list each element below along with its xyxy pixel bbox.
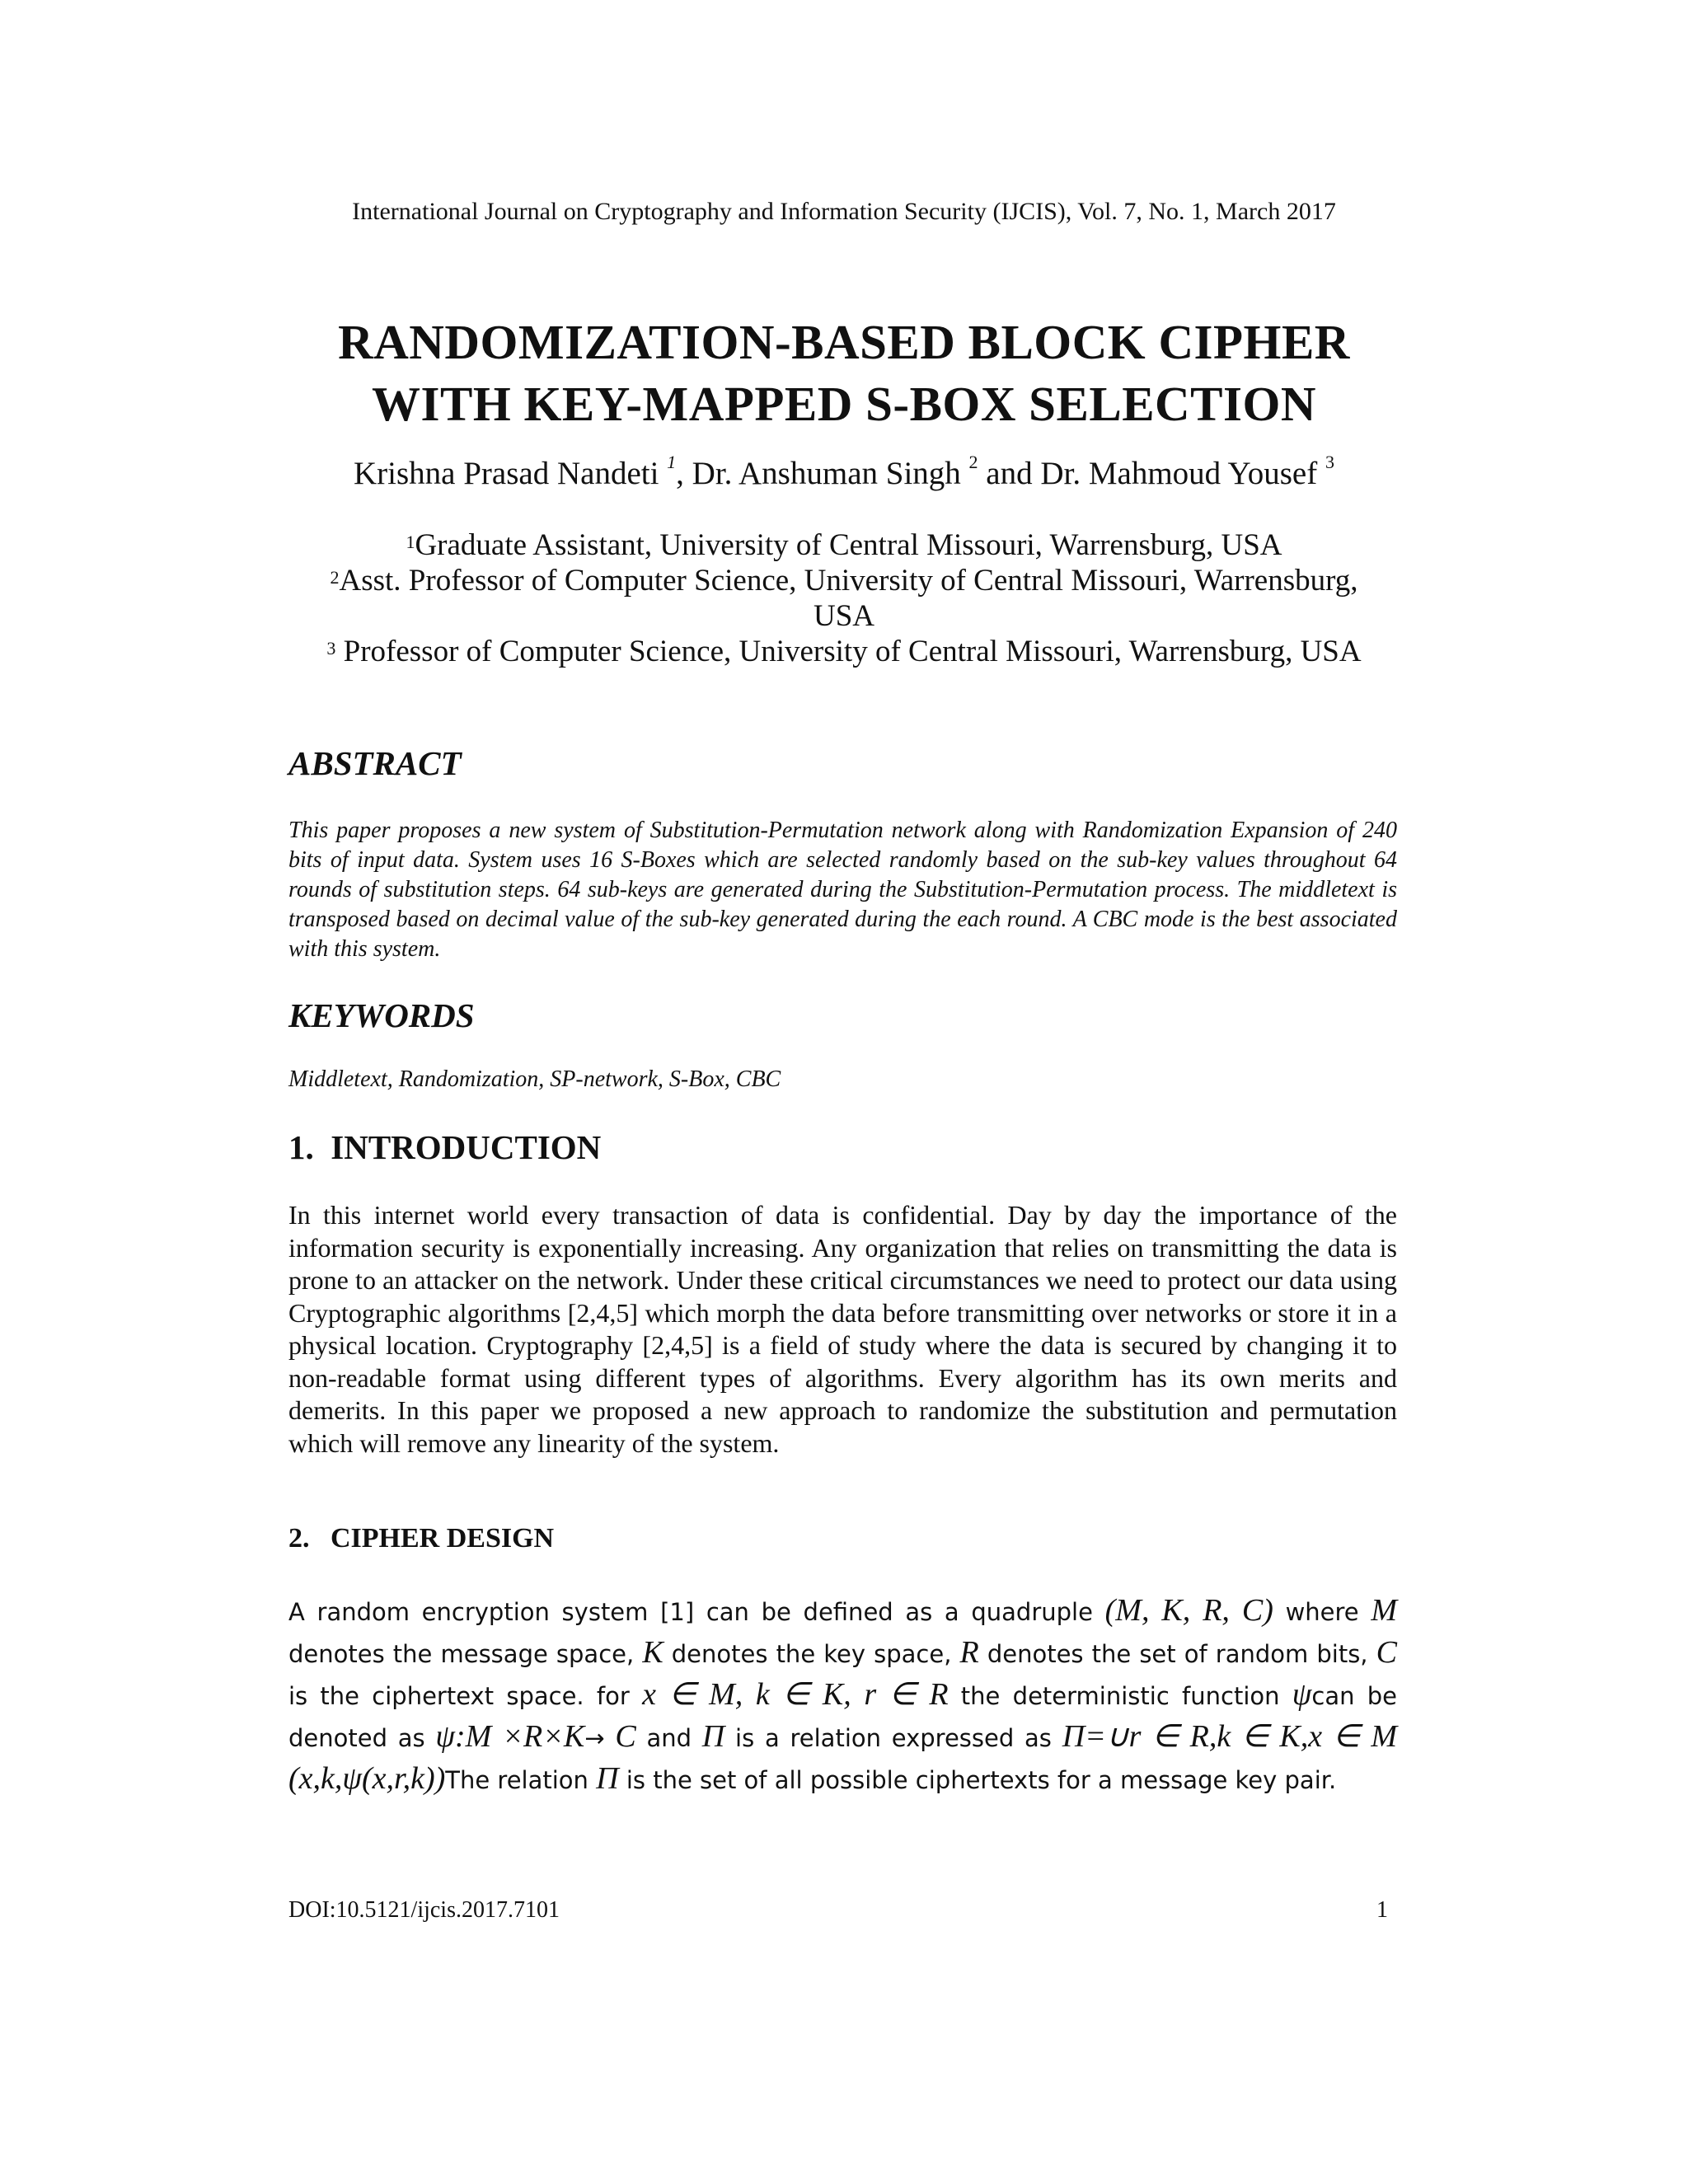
cd-arrow: →: [584, 1724, 616, 1752]
affiliation-1: [0, 527, 1688, 563]
math-pi: Π: [701, 1719, 725, 1754]
cd-text-2: where: [1273, 1598, 1372, 1626]
abstract-heading: ABSTRACT: [288, 744, 462, 782]
title-line-2: WITH KEY-MAPPED S-BOX SELECTION: [372, 377, 1316, 431]
affiliation-3-text: Professor of Computer Science, University of Central Missouri, Warrensburg, USA: [335, 635, 1362, 668]
footer-doi: DOI:10.5121/ijcis.2017.7101: [288, 1897, 560, 1923]
math-m: M: [1371, 1593, 1397, 1628]
author-3: Dr. Mahmoud Yousef: [1040, 456, 1318, 491]
math-c2: C: [615, 1719, 636, 1754]
cd-text-3: denotes the message space,: [288, 1640, 643, 1668]
cd-text-4: denotes the key space,: [663, 1640, 960, 1668]
math-pi-def: Π=∪: [1062, 1719, 1129, 1754]
math-c: C: [1376, 1635, 1397, 1670]
affiliation-2-sup: 2: [330, 567, 340, 588]
math-tuple: (x,k,ψ(x,r,k)): [288, 1761, 446, 1796]
cipher-design-heading: 2. CIPHER DESIGN: [288, 1523, 555, 1554]
page-number: 1: [1376, 1897, 1388, 1923]
introduction-heading: 1. INTRODUCTION: [288, 1128, 602, 1166]
cd-text-1: A random encryption system [1] can be defined as a quadruple: [288, 1598, 1105, 1626]
math-membership: x ∈ M, k ∈ K, r ∈ R: [642, 1677, 949, 1712]
abstract-text: This paper proposes a new system of Substitution-Permutation network along with Randomization Expansion of 240 bits of input data. System uses 16 S-Boxes which are selected randomly based on the sub-key values throughout 64 rounds of substitution steps. 64 sub-keys are generated during the Substitution-Permutation process. The middletext is transposed based on decimal value of the sub-key generated during the each round. A CBC mode is the best associated with this system.: [288, 818, 1397, 962]
journal-header: International Journal on Cryptography and Information Security (IJCIS), Vol. 7, No. 1, March 2017: [352, 198, 1336, 225]
author-3-sup: 3: [1325, 452, 1334, 472]
math-mapping: ψ:M ×R×K: [435, 1719, 585, 1754]
math-k: K: [642, 1635, 663, 1670]
author-2: Dr. Anshuman Singh: [692, 456, 961, 491]
math-psi: ψ: [1292, 1677, 1312, 1712]
cd-text-11: is a relation expressed as: [724, 1724, 1062, 1752]
cipher-design-text: [288, 1591, 1397, 1801]
author-list: Krishna Prasad Nandeti $^1$, Dr. Anshuman Singh $^2$ and Dr. Mahmoud Yousef $^3$: [354, 452, 1334, 491]
author-and: and: [986, 456, 1033, 491]
keywords-text: Middletext, Randomization, SP-network, S-Box, CBC: [288, 1066, 781, 1092]
cd-text-5: denotes the set of random bits,: [978, 1640, 1376, 1668]
affiliation-3: [0, 634, 1688, 669]
cd-text-7: the deterministic function: [948, 1682, 1292, 1710]
title-line-1: RANDOMIZATION-BASED BLOCK CIPHER: [338, 315, 1350, 369]
introduction-text: In this internet world every transaction of data is confidential. Day by day the importance of the information security is exponentially increasing. Any organization that relies on transmitting the data is prone to an attacker on the network. Under these critical circumstances we need to protect our data using Cryptographic algorithms [2,4,5] which morph the data before transmitting over networks or store it in a physical location. Cryptography [2,4,5] is a field of study where the data is secured by changing it to non-readable format using different types of algorithms. Every algorithm has its own merits and demerits. In this paper we proposed a new approach to randomize the substitution and permutation which will remove any linearity of the system.: [288, 1200, 1397, 1458]
cd-text-10: and: [635, 1724, 702, 1752]
author-2-sup: 2: [968, 452, 978, 472]
keywords-heading: KEYWORDS: [288, 996, 475, 1034]
cd-text-13: is the set of all possible ciphertexts for a message key pair.: [618, 1766, 1337, 1794]
affiliation-2: [300, 563, 1388, 634]
math-r: R: [959, 1635, 979, 1670]
cd-text-6: is the ciphertext space. for: [288, 1682, 643, 1710]
affiliation-2-text: Asst. Professor of Computer Science, University of Central Missouri, Warrensburg, USA: [339, 564, 1358, 633]
cd-text-12: The relation: [445, 1766, 597, 1794]
affiliation-1-text: Graduate Assistant, University of Central Missouri, Warrensburg, USA: [415, 528, 1282, 562]
math-pi-2: Π: [596, 1761, 619, 1796]
math-condition: r ∈ R,k ∈ K,x ∈ M: [1128, 1719, 1397, 1754]
math-quadruple: (M, K, R, C): [1104, 1593, 1273, 1628]
affiliation-1-sup: 1: [406, 532, 415, 552]
author-1-sup: 1: [667, 452, 677, 472]
affiliation-3-sup: 3: [326, 638, 336, 658]
cd-text-8: can be denoted as: [288, 1682, 1397, 1752]
author-1: Krishna Prasad Nandeti: [354, 456, 659, 491]
paper-title: [0, 312, 1688, 435]
affiliations: [0, 527, 1688, 669]
